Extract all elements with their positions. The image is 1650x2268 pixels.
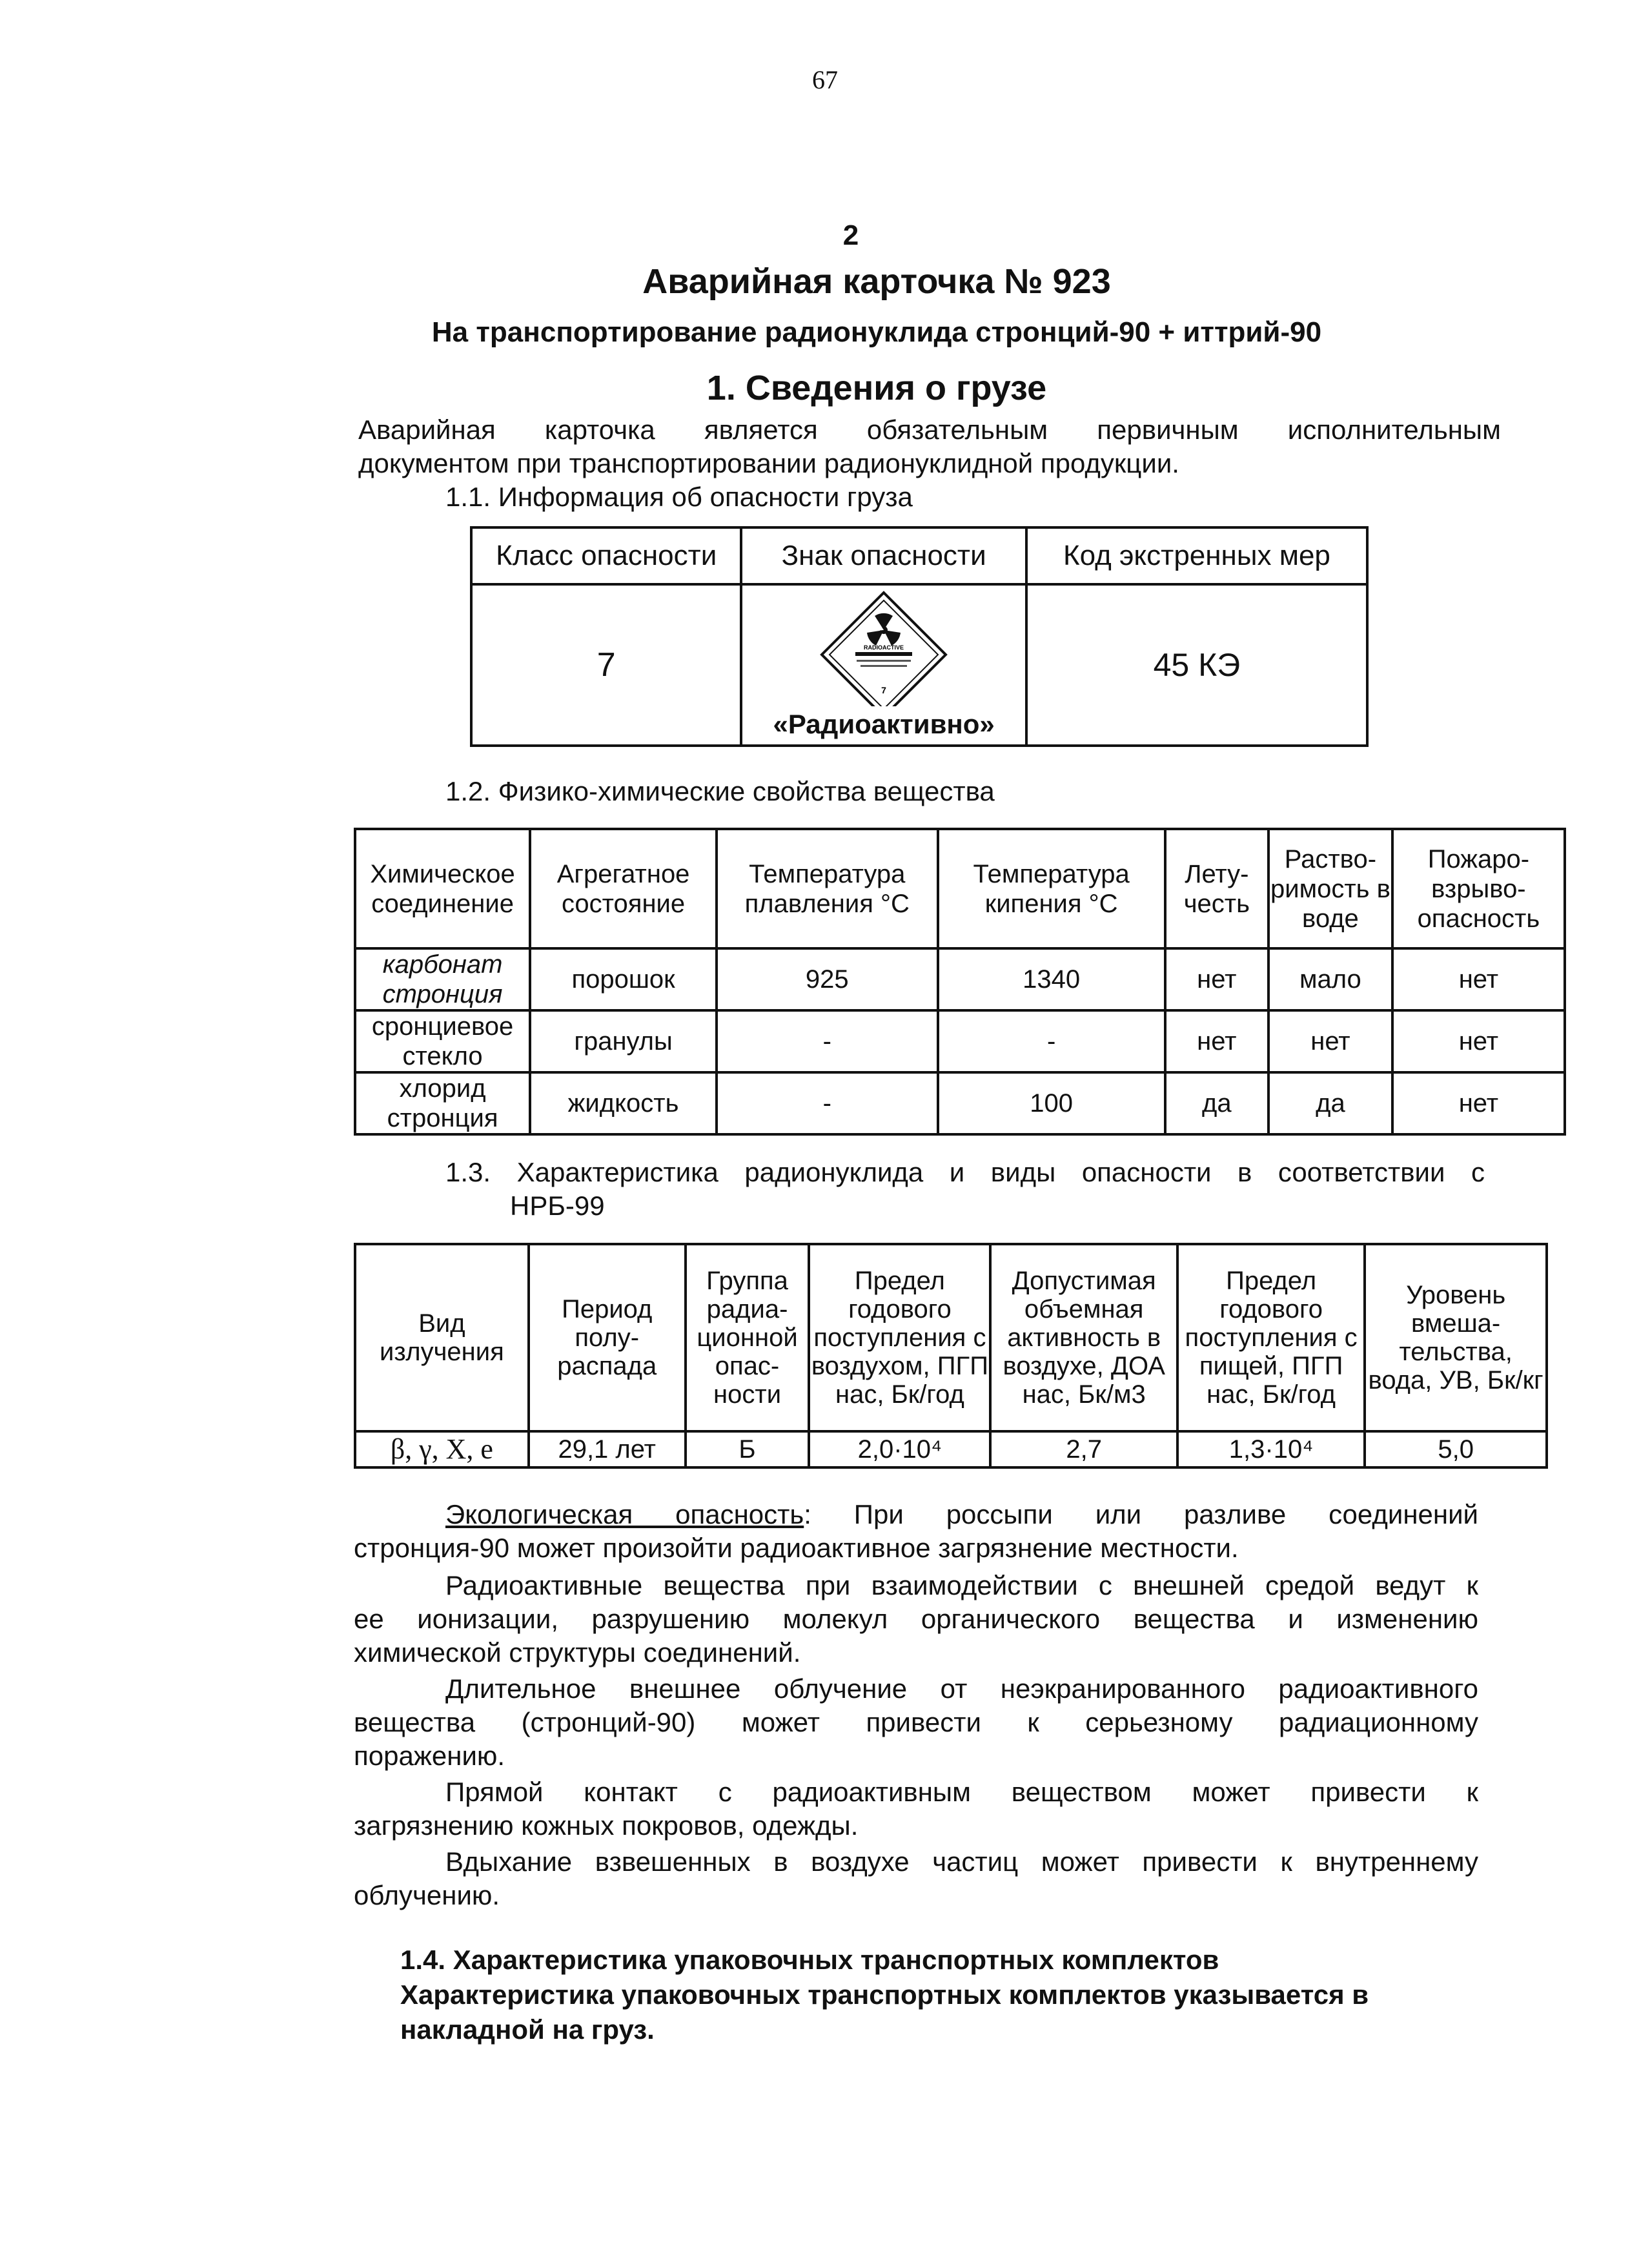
props-cell: 1340 xyxy=(938,948,1165,1010)
hazard-sign-cell xyxy=(741,584,1026,746)
props-cell: - xyxy=(938,1010,1165,1072)
table-row xyxy=(355,1010,1565,1072)
placard-text: RADIOACTIVE xyxy=(864,644,904,651)
rad-cell: 2,7 xyxy=(990,1431,1177,1467)
rad-cell: 2,0·10⁴ xyxy=(809,1431,990,1467)
hazard-class-value: 7 xyxy=(471,584,741,746)
eco-p2-line2: ее ионизации, разрушению молекул органического вещества и изменению xyxy=(354,1604,1478,1634)
table-row xyxy=(355,1431,1547,1467)
rad-header-water-level: Уровень вмеша-тельства, вода, УВ, Бк/кг xyxy=(1365,1244,1547,1431)
props-cell: жидкость xyxy=(530,1072,717,1134)
props-header-solubility: Раство-римость в воде xyxy=(1268,829,1392,948)
props-header-boiling: Температура кипения °С xyxy=(938,829,1165,948)
props-cell: нет xyxy=(1268,1010,1392,1072)
eco-p3-line3: поражению. xyxy=(354,1741,505,1771)
radionuclide-table xyxy=(354,1243,1548,1469)
eco-p2-line1: Радиоактивные вещества при взаимодействии с внешней средой ведут к xyxy=(445,1570,1478,1600)
props-cell: - xyxy=(717,1072,938,1134)
eco-p3-line1: Длительное внешнее облучение от неэкранированного радиоактивного xyxy=(445,1673,1478,1704)
eco-p2-line3: химической структуры соединений. xyxy=(354,1637,801,1668)
emergency-code-value: 45 КЭ xyxy=(1026,584,1367,746)
props-cell: сронциевое стекло xyxy=(355,1010,530,1072)
props-cell: нет xyxy=(1392,1010,1565,1072)
section-1-4-line2: накладной на груз. xyxy=(400,2014,655,2045)
props-cell: хлорид стронция xyxy=(355,1072,530,1134)
svg-text:7: 7 xyxy=(881,685,887,695)
section-1-4-line1: Характеристика упаковочных транспортных комплектов указывается в xyxy=(400,1979,1369,2010)
card-subtitle: На транспортирование радионуклида стронций-90 + иттрий-90 xyxy=(431,316,1322,348)
props-cell: гранулы xyxy=(530,1010,717,1072)
props-cell: - xyxy=(717,1010,938,1072)
eco-p3-line2: вещества (стронций-90) может привести к серьезному радиационному xyxy=(354,1707,1478,1737)
hazard-header-sign: Знак опасности xyxy=(741,527,1026,584)
props-cell: да xyxy=(1165,1072,1268,1134)
eco-line-1: Экологическая опасность: При россыпи или разливе соединений xyxy=(445,1499,1478,1529)
eco-p4-line2: загрязнению кожных покровов, одежды. xyxy=(354,1810,859,1841)
section-1-title: 1. Сведения о грузе xyxy=(706,369,1047,407)
rad-cell: 29,1 лет xyxy=(529,1431,686,1467)
subsection-1-3-line1: 1.3. Характеристика радионуклида и виды опасности в соответствии с xyxy=(445,1157,1485,1187)
rad-header-halflife: Период полу-распада xyxy=(529,1244,686,1431)
rad-header-air-intake: Предел годового поступления с воздухом, ПГП нас, Бк/год xyxy=(809,1244,990,1431)
rad-header-food-intake: Предел годового поступления с пищей, ПГП нас, Бк/год xyxy=(1177,1244,1365,1431)
eco-line-2: стронция-90 может произойти радиоактивное загрязнение местности. xyxy=(354,1533,1239,1563)
intro-line-1: Аварийная карточка является обязательным первичным исполнительным xyxy=(358,414,1501,445)
props-cell: нет xyxy=(1165,1010,1268,1072)
props-header-state: Агрегатное состояние xyxy=(530,829,717,948)
rad-header-emission: Вид излучения xyxy=(355,1244,529,1431)
subsection-1-2: 1.2. Физико-химические свойства вещества xyxy=(445,776,995,806)
section-1-4-title: 1.4. Характеристика упаковочных транспортных комплектов xyxy=(400,1945,1219,1975)
eco-p5-line2: облучению. xyxy=(354,1880,500,1910)
hazard-info-table xyxy=(470,526,1369,747)
eco-label: Экологическая опасность xyxy=(445,1499,804,1529)
props-cell: карбонат стронция xyxy=(355,948,530,1010)
rad-header-group: Группа радиа-ционной опас-ности xyxy=(686,1244,810,1431)
eco-p4-line1: Прямой контакт с радиоактивным веществом может привести к xyxy=(445,1777,1478,1807)
table-row xyxy=(355,1072,1565,1134)
props-cell: 100 xyxy=(938,1072,1165,1134)
props-cell: да xyxy=(1268,1072,1392,1134)
intro-line-2: документом при транспортировании радионуклидной продукции. xyxy=(358,448,1179,478)
properties-table xyxy=(354,828,1566,1136)
rad-cell: Б xyxy=(686,1431,810,1467)
annex-number: 2 xyxy=(842,220,859,251)
rad-cell: β, γ, X, e xyxy=(355,1431,529,1467)
props-header-melting: Температура плавления °С xyxy=(717,829,938,948)
props-cell: нет xyxy=(1392,1072,1565,1134)
hazard-header-class: Класс опасности xyxy=(471,527,741,584)
card-title: Аварийная карточка № 923 xyxy=(642,262,1111,301)
props-header-volatility: Лету-честь xyxy=(1165,829,1268,948)
props-cell: порошок xyxy=(530,948,717,1010)
radioactive-placard-icon xyxy=(780,590,987,706)
table-row xyxy=(355,948,1565,1010)
page-number: 67 xyxy=(812,65,838,94)
props-cell: 925 xyxy=(717,948,938,1010)
props-cell: мало xyxy=(1268,948,1392,1010)
props-cell: нет xyxy=(1392,948,1565,1010)
props-cell: нет xyxy=(1165,948,1268,1010)
hazard-sign-label: «Радиоактивно» xyxy=(773,709,995,739)
subsection-1-1: 1.1. Информация об опасности груза xyxy=(445,482,913,512)
eco-p5-line1: Вдыхание взвешенных в воздухе частиц может привести к внутреннему xyxy=(445,1846,1478,1877)
hazard-header-code: Код экстренных мер xyxy=(1026,527,1367,584)
rad-header-air-activity: Допустимая объемная активность в воздухе, ДОА нас, Бк/м3 xyxy=(990,1244,1177,1431)
rad-cell: 1,3·10⁴ xyxy=(1177,1431,1365,1467)
rad-cell: 5,0 xyxy=(1365,1431,1547,1467)
props-header-fire: Пожаро-взрыво-опасность xyxy=(1392,829,1565,948)
subsection-1-3-line2: НРБ-99 xyxy=(510,1190,605,1221)
props-header-compound: Химическое соединение xyxy=(355,829,530,948)
